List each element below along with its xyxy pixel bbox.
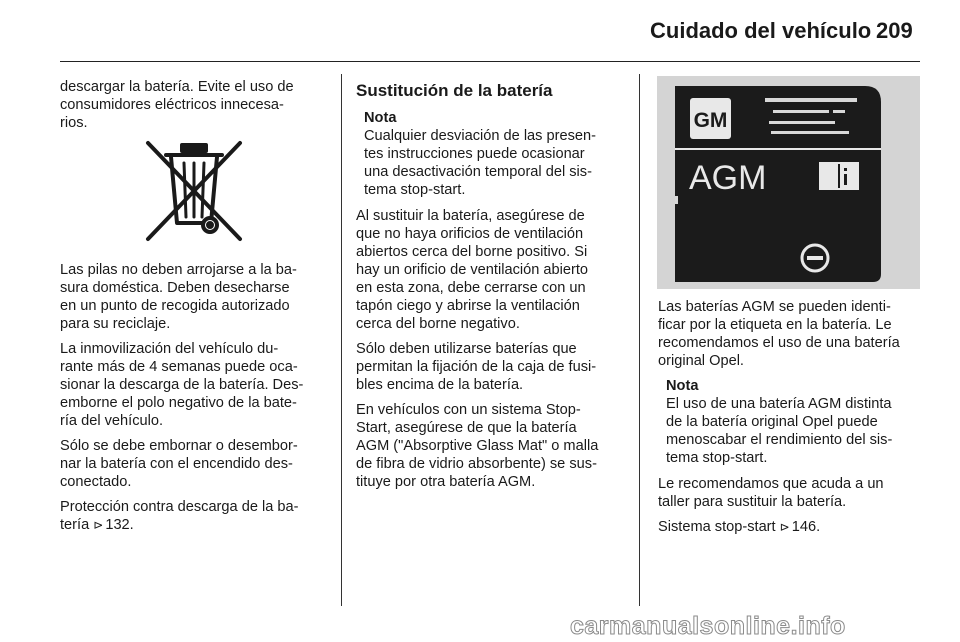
column-1-lower: [60, 261, 335, 541]
page-reference-link[interactable]: 146.: [791, 519, 821, 535]
section-heading: Sustitución de la batería: [356, 81, 553, 100]
page-number: 209: [876, 18, 913, 43]
paragraph-stop-start-ref: Sistema stop-start ⊳ 146.: [658, 519, 821, 535]
agm-label-text: AGM: [689, 159, 767, 197]
column-3: [658, 298, 923, 543]
crossed-out-wheeled-bin-icon: [144, 139, 244, 243]
page-header-title: Cuidado del vehículo: [650, 18, 872, 43]
manual-book-icon: [819, 162, 859, 190]
column-divider-left: [341, 74, 342, 606]
page-reference-icon: ⊳: [93, 518, 104, 532]
note-label: Nota: [364, 110, 397, 126]
column-2: [356, 77, 636, 498]
paragraph-fuse-box: Sólo deben utilizarse baterías que permitan la fijación de la caja de fusi- bles encima de la batería.: [356, 341, 597, 393]
note-block: Nota El uso de una batería AGM distinta de la batería original Opel puede menoscabar el rendimiento del sis- tema stop-start.: [658, 377, 923, 467]
header-rule: [60, 61, 920, 62]
page-reference-link[interactable]: 132.: [105, 517, 134, 533]
paragraph-vehicle-storage: La inmovilización del vehículo du- rante más de 4 semanas puede oca- sionar la descarga de la batería. Des- emborne el polo negativo de la bate- ría del vehículo.: [60, 341, 304, 429]
column-divider-right: [639, 74, 640, 606]
paragraph-discharge-protection: Protección contra descarga de la ba- tería ⊳ 132.: [60, 499, 299, 533]
paragraph-battery-disposal: Las pilas no deben arrojarse a la ba- sura doméstica. Deben desecharse en un punto de recogida autorizado para su reciclaje.: [60, 262, 297, 332]
note-label: Nota: [666, 378, 699, 394]
paragraph-stop-start-agm: En vehículos con un sistema Stop- Start, asegúrese de que la batería AGM ("Absorptive Glass Mat" o malla de fibra de vidrio absorbente) se sus- tituye por otra batería AGM.: [356, 402, 599, 490]
paragraph-ventilation: Al sustituir la batería, asegúrese de que no haya orificios de ventilación abiertos cerca del borne positivo. Si hay un orificio de ventilación abierto en esta zona, debe cerrarse con un tapón ciego y abrirse la ventilación cerca del borne negativo.: [356, 208, 589, 332]
paragraph-battery-discharge: descargar la batería. Evite el uso de consumidores eléctricos innecesa- rios.: [60, 79, 294, 131]
paragraph-workshop: Le recomendamos que acuda a un taller para sustituir la batería.: [658, 476, 884, 510]
note-block: Nota Cualquier desviación de las presen- tes instrucciones puede ocasionar una desactivación temporal del sis- tema stop-start.: [356, 109, 636, 199]
page-reference-icon: ⊳: [779, 520, 790, 534]
paragraph-agm-identification: Las baterías AGM se pueden identi- ficar por la etiqueta en la batería. Le recomendamos el uso de una batería original Opel.: [658, 299, 900, 369]
agm-battery-label-image: [657, 76, 920, 289]
battery-label-drawing: [657, 76, 920, 289]
paragraph-ignition: Sólo se debe embornar o desembor- nar la batería con el encendido des- conectado.: [60, 438, 298, 490]
watermark: carmanualsonline.info: [570, 612, 846, 640]
gm-logo: GM: [693, 109, 728, 132]
column-1: [60, 78, 335, 139]
